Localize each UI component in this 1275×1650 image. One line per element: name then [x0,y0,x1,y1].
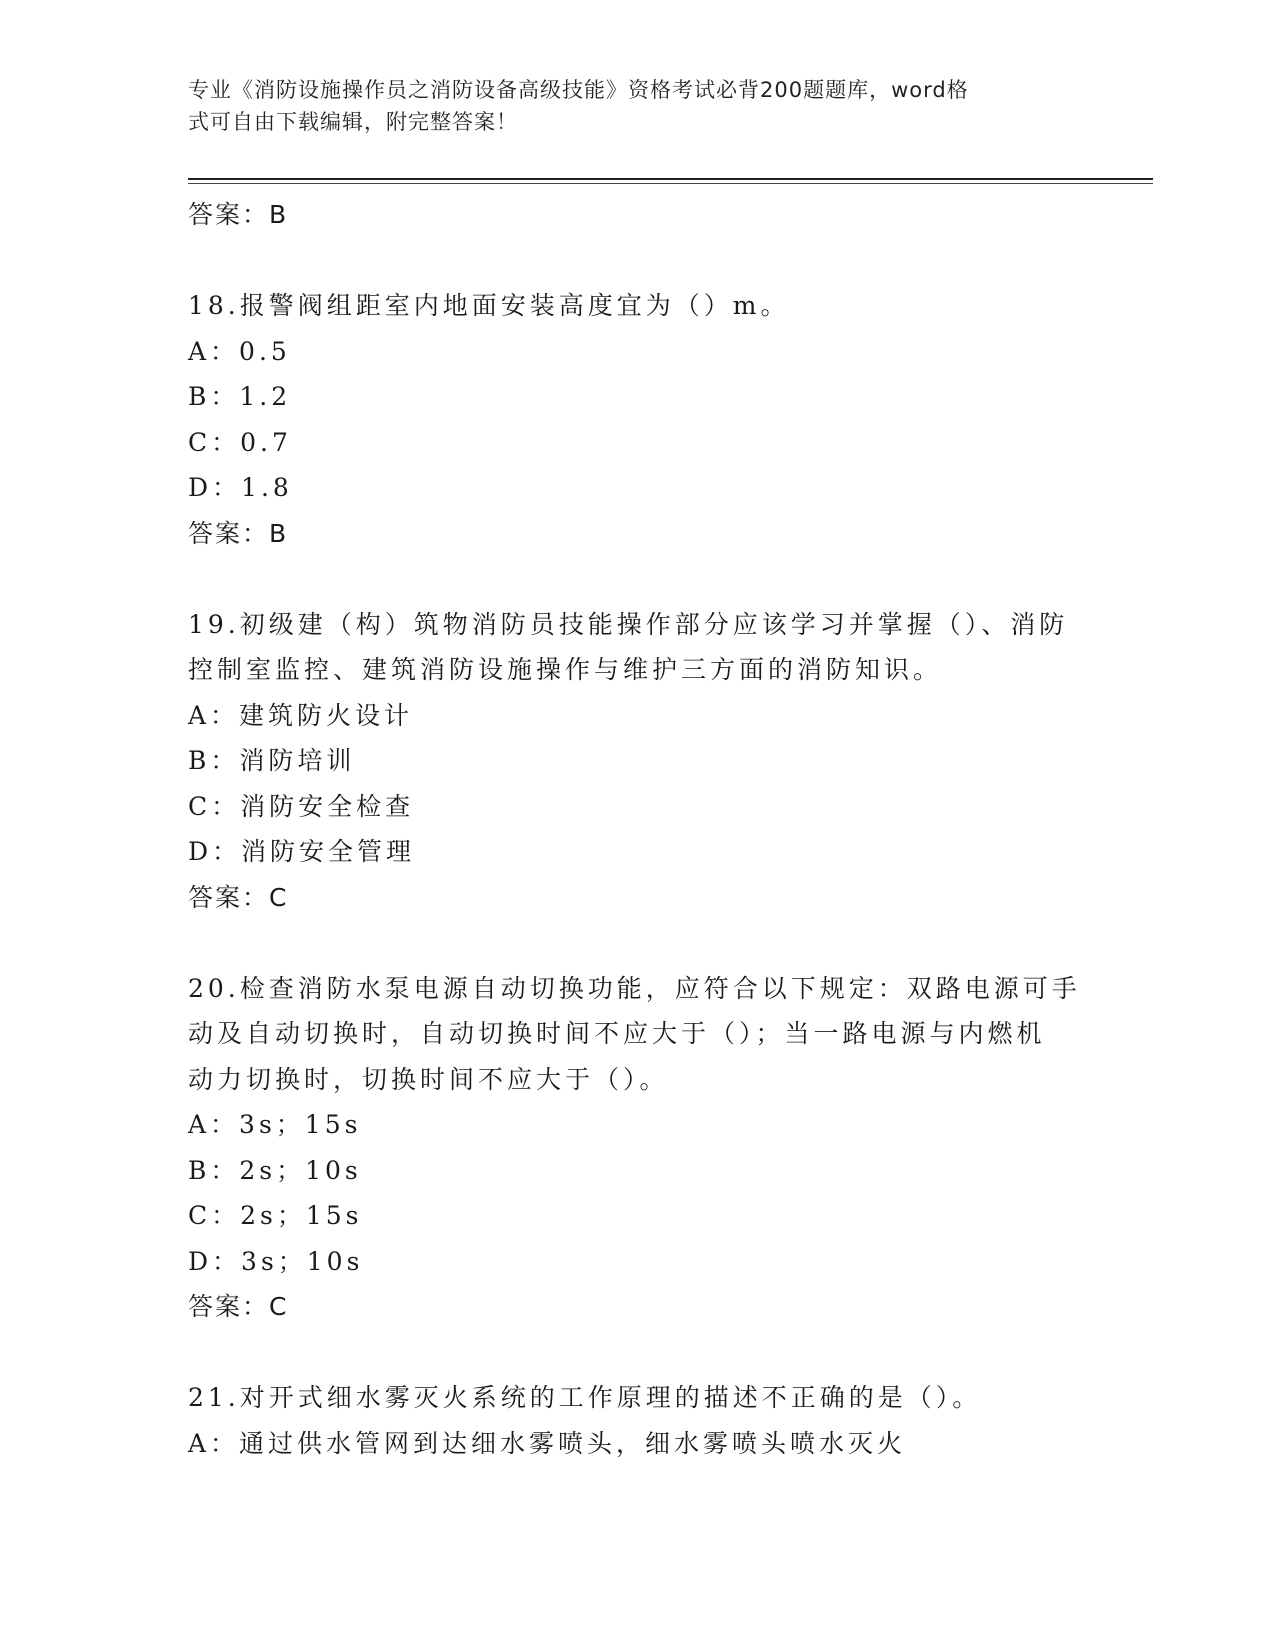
header-divider-thin [188,183,1153,184]
question-block [188,1375,1088,1466]
option-a: A：建筑防火设计 [188,700,414,730]
header-line-2: 式可自由下载编辑，附完整答案！ [188,110,518,134]
document-header [188,74,1068,138]
option-c: C：消防安全检查 [188,791,415,821]
spacer [188,920,1088,966]
question-text: 21.对开式细水雾灭火系统的工作原理的描述不正确的是（）。 [188,1383,982,1412]
question-block [188,602,1088,921]
option-c: C：2s；15s [188,1201,363,1230]
option-d: D：1.8 [188,473,293,502]
question-text: 20.检查消防水泵电源自动切换功能，应符合以下规定：双路电源可手 [188,973,1081,1003]
option-a: A：3s；15s [188,1110,362,1139]
spacer [188,1330,1088,1376]
option-b: B：2s；10s [188,1155,362,1185]
option-d: D：消防安全管理 [188,837,416,866]
question-text: 19.初级建（构）筑物消防员技能操作部分应该学习并掌握（）、消防 [188,609,1069,639]
answer-line: 答案：C [188,882,289,912]
question-text: 18.报警阀组距室内地面安装高度宜为（）m。 [188,291,790,320]
header-divider [188,178,1153,180]
answer-line: 答案：B [188,518,289,548]
option-c: C：0.7 [188,427,292,457]
option-b: B：消防培训 [188,746,356,775]
question-block [188,966,1088,1330]
answer-line: 答案：B [188,200,289,229]
option-d: D：3s；10s [188,1246,364,1276]
question-block [188,283,1088,556]
question-list [188,192,1088,1466]
answer-line: 答案：C [188,1292,289,1321]
spacer [188,556,1088,602]
spacer [188,238,1088,284]
question-text: 动及自动切换时，自动切换时间不应大于（）；当一路电源与内燃机 [188,1019,1046,1048]
question-text: 控制室监控、建筑消防设施操作与维护三方面的消防知识。 [188,655,943,684]
option-b: B：1.2 [188,382,292,411]
option-a: A：0.5 [188,336,291,366]
question-text: 动力切换时，切换时间不应大于（）。 [188,1064,669,1094]
option-a: A：通过供水管网到达细水雾喷头，细水雾喷头喷水灭火 [188,1428,907,1458]
header-line-1: 专业《消防设施操作员之消防设备高级技能》资格考试必背200题题库，word格 [188,78,969,102]
